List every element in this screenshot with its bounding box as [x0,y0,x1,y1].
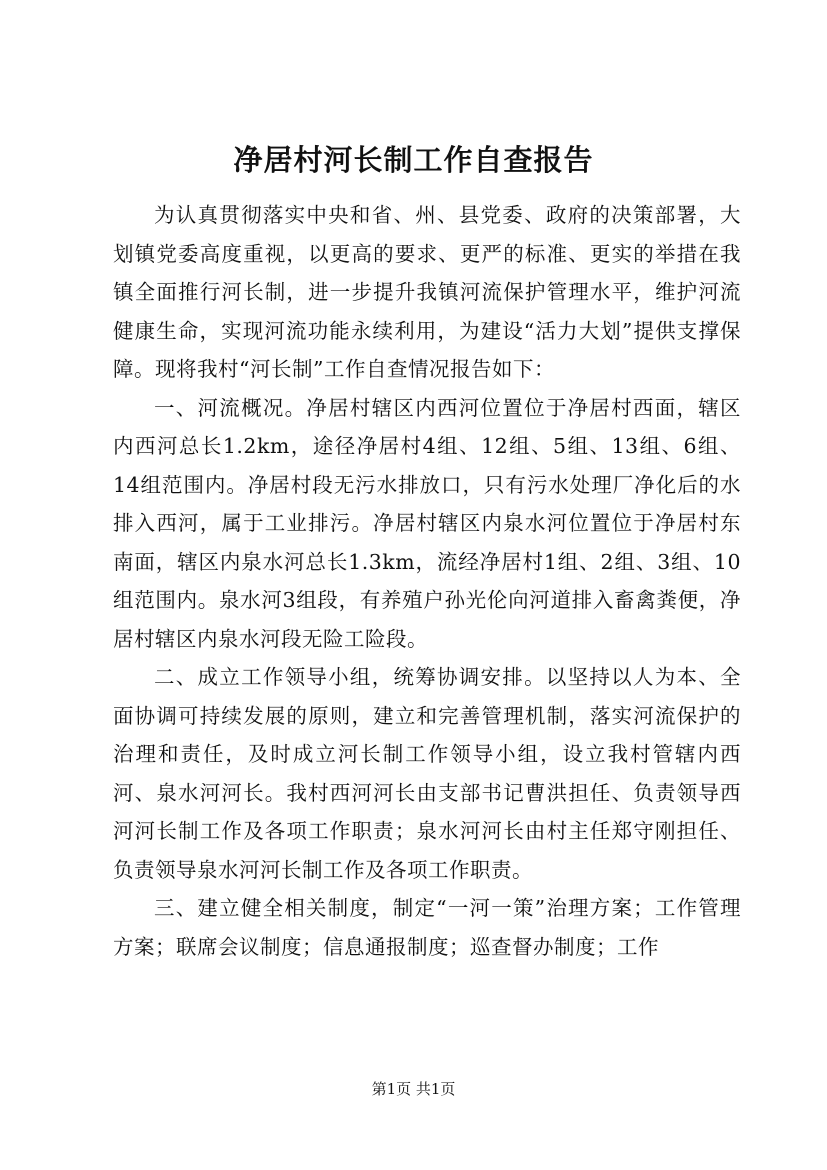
paragraph-intro: 为认真贯彻落实中央和省、州、县党委、政府的决策部署，大划镇党委高度重视，以更高的要求、更严的标准、更实的举措在我镇全面推行河长制，进一步提升我镇河流保护管理水平，维护河流健康生命，实现河流功能永续利用，为建设“活力大划”提供支撑保障。现将我村“河长制”工作自查情况报告如下： [113,203,741,381]
document-body [113,196,741,966]
paragraph-systems: 三、建立健全相关制度，制定“一河一策”治理方案；工作管理方案；联席会议制度；信息通报制度；巡查督办制度；工作 [113,896,741,959]
page-number: 第1页 共1页 [371,1080,456,1098]
page-footer [0,1078,827,1099]
document-title: 净居村河长制工作自查报告 [233,143,594,177]
paragraph-river-overview: 一、河流概况。净居村辖区内西河位置位于净居村西面，辖区内西河总长1.2km，途径净居村4组、12组、5组、13组、6组、14组范围内。净居村段无污水排放口，只有污水处理厂净化后的水排入西河，属于工业排污。净居村辖区内泉水河位置位于净居村东南面，辖区内泉水河总长1.3km，流经净居村1组、2组、3组、10组范围内。泉水河3组段，有养殖户孙光伦向河道排入畜禽粪便，净居村辖区内泉水河段无险工险段。 [113,395,741,651]
paragraph-leadership-group: 二、成立工作领导小组，统筹协调安排。以坚持以人为本、全面协调可持续发展的原则，建立和完善管理机制，落实河流保护的治理和责任，及时成立河长制工作领导小组，设立我村管辖内西河、泉水河河长。我村西河河长由支部书记曹洪担任、负责领导西河河长制工作及各项工作职责；泉水河河长由村主任郑守刚担任、负责领导泉水河河长制工作及各项工作职责。 [113,665,741,882]
